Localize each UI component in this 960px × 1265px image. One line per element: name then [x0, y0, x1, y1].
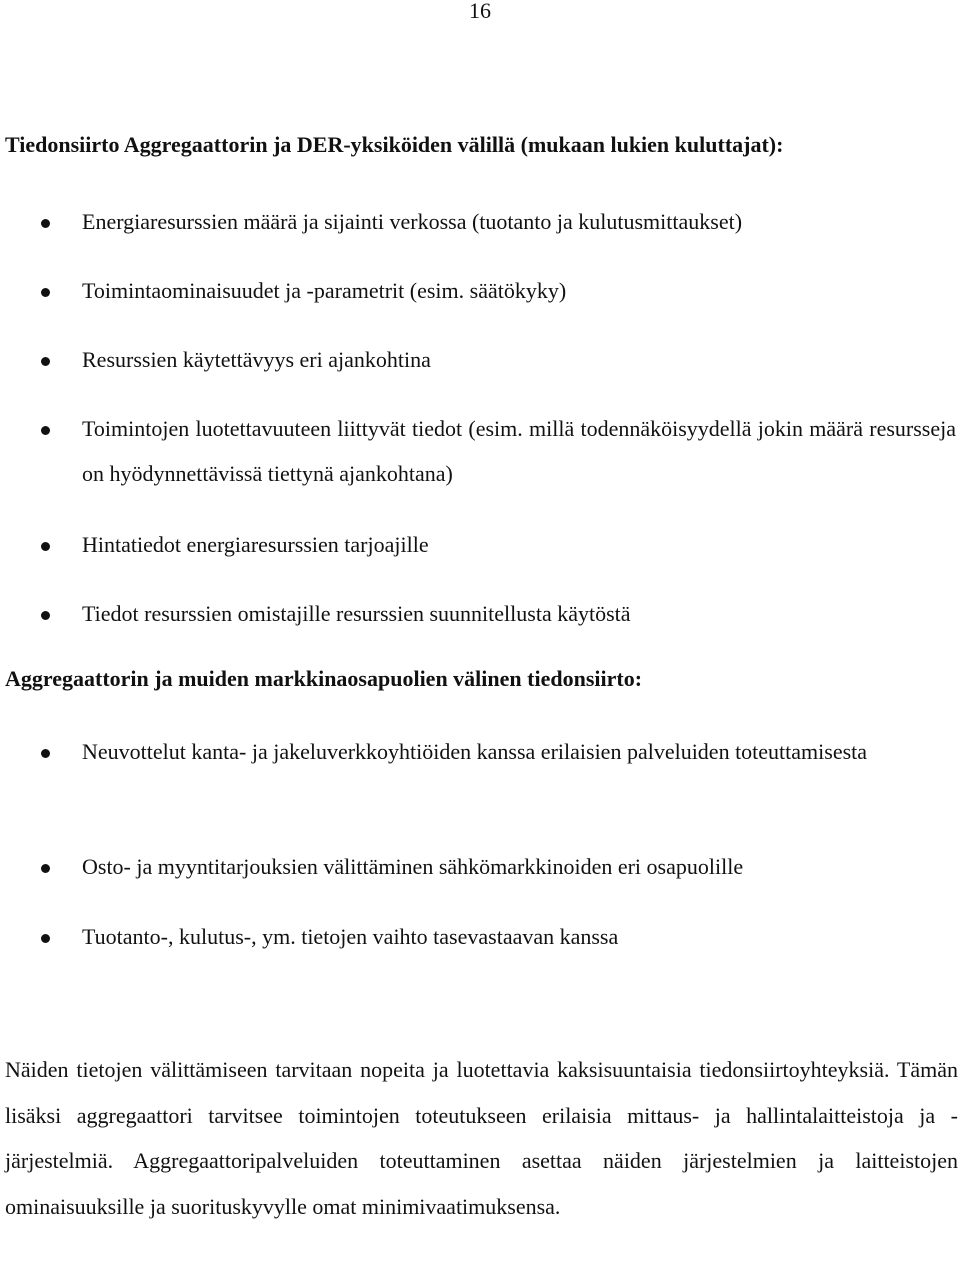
list-item-text: Energiaresurssien määrä ja sijainti verkossa (tuotanto ja kulutusmittaukset) — [82, 209, 743, 234]
list-item-text: Osto- ja myyntitarjouksien välittäminen sähkömarkkinoiden eri osapuolille — [82, 854, 744, 879]
bullet-icon — [41, 219, 50, 228]
list-item-text: Hintatiedot energiaresurssien tarjoajille — [82, 532, 429, 557]
bullet-icon — [41, 934, 50, 943]
list-item-text: Tiedot resurssien omistajille resurssien suunnitellusta käytöstä — [82, 601, 631, 626]
section-heading-market-communication: Aggregaattorin ja muiden markkinaosapuolien välinen tiedonsiirto: — [5, 666, 643, 691]
closing-paragraph: Näiden tietojen välittämiseen tarvitaan nopeita ja luotettavia kaksisuuntaisia tiedonsiirtoyhteyksiä. Tämän lisäksi aggregaattori tarvitsee toimintojen toteutukseen erilaisia mittaus- ja hallintalaitteistoja ja -järjestelmiä. Aggregaattoripalveluiden toteuttaminen asettaa näiden järjestelmien ja laitteistojen ominaisuuksille ja suorituskyvylle omat minimivaatimuksensa. — [5, 1057, 958, 1219]
bullet-icon — [41, 611, 50, 620]
bullet-icon — [41, 288, 50, 297]
bullet-icon — [41, 357, 50, 366]
list-item-text: Toimintaominaisuudet ja -parametrit (esim. säätökyky) — [82, 278, 567, 303]
list-item-text: Neuvottelut kanta- ja jakeluverkkoyhtiöiden kanssa erilaisien palveluiden toteuttamisesta — [82, 739, 868, 764]
list-item-text: Toimintojen luotettavuuteen liittyvät tiedot (esim. millä todennäköisyydellä jokin määrä resursseja on hyödynnettävissä tiettynä ajankohtana) — [82, 416, 956, 486]
bullet-icon — [41, 426, 50, 435]
page-number: 16 — [469, 0, 491, 23]
list-item-text: Tuotanto-, kulutus-, ym. tietojen vaihto tasevastaavan kanssa — [82, 924, 619, 949]
bullet-icon — [41, 542, 50, 551]
bullet-icon — [41, 749, 50, 758]
list-item-text: Resurssien käytettävyys eri ajankohtina — [82, 347, 431, 372]
section-heading-der-communication: Tiedonsiirto Aggregaattorin ja DER-yksiköiden välillä (mukaan lukien kuluttajat): — [5, 132, 784, 157]
bullet-icon — [41, 864, 50, 873]
